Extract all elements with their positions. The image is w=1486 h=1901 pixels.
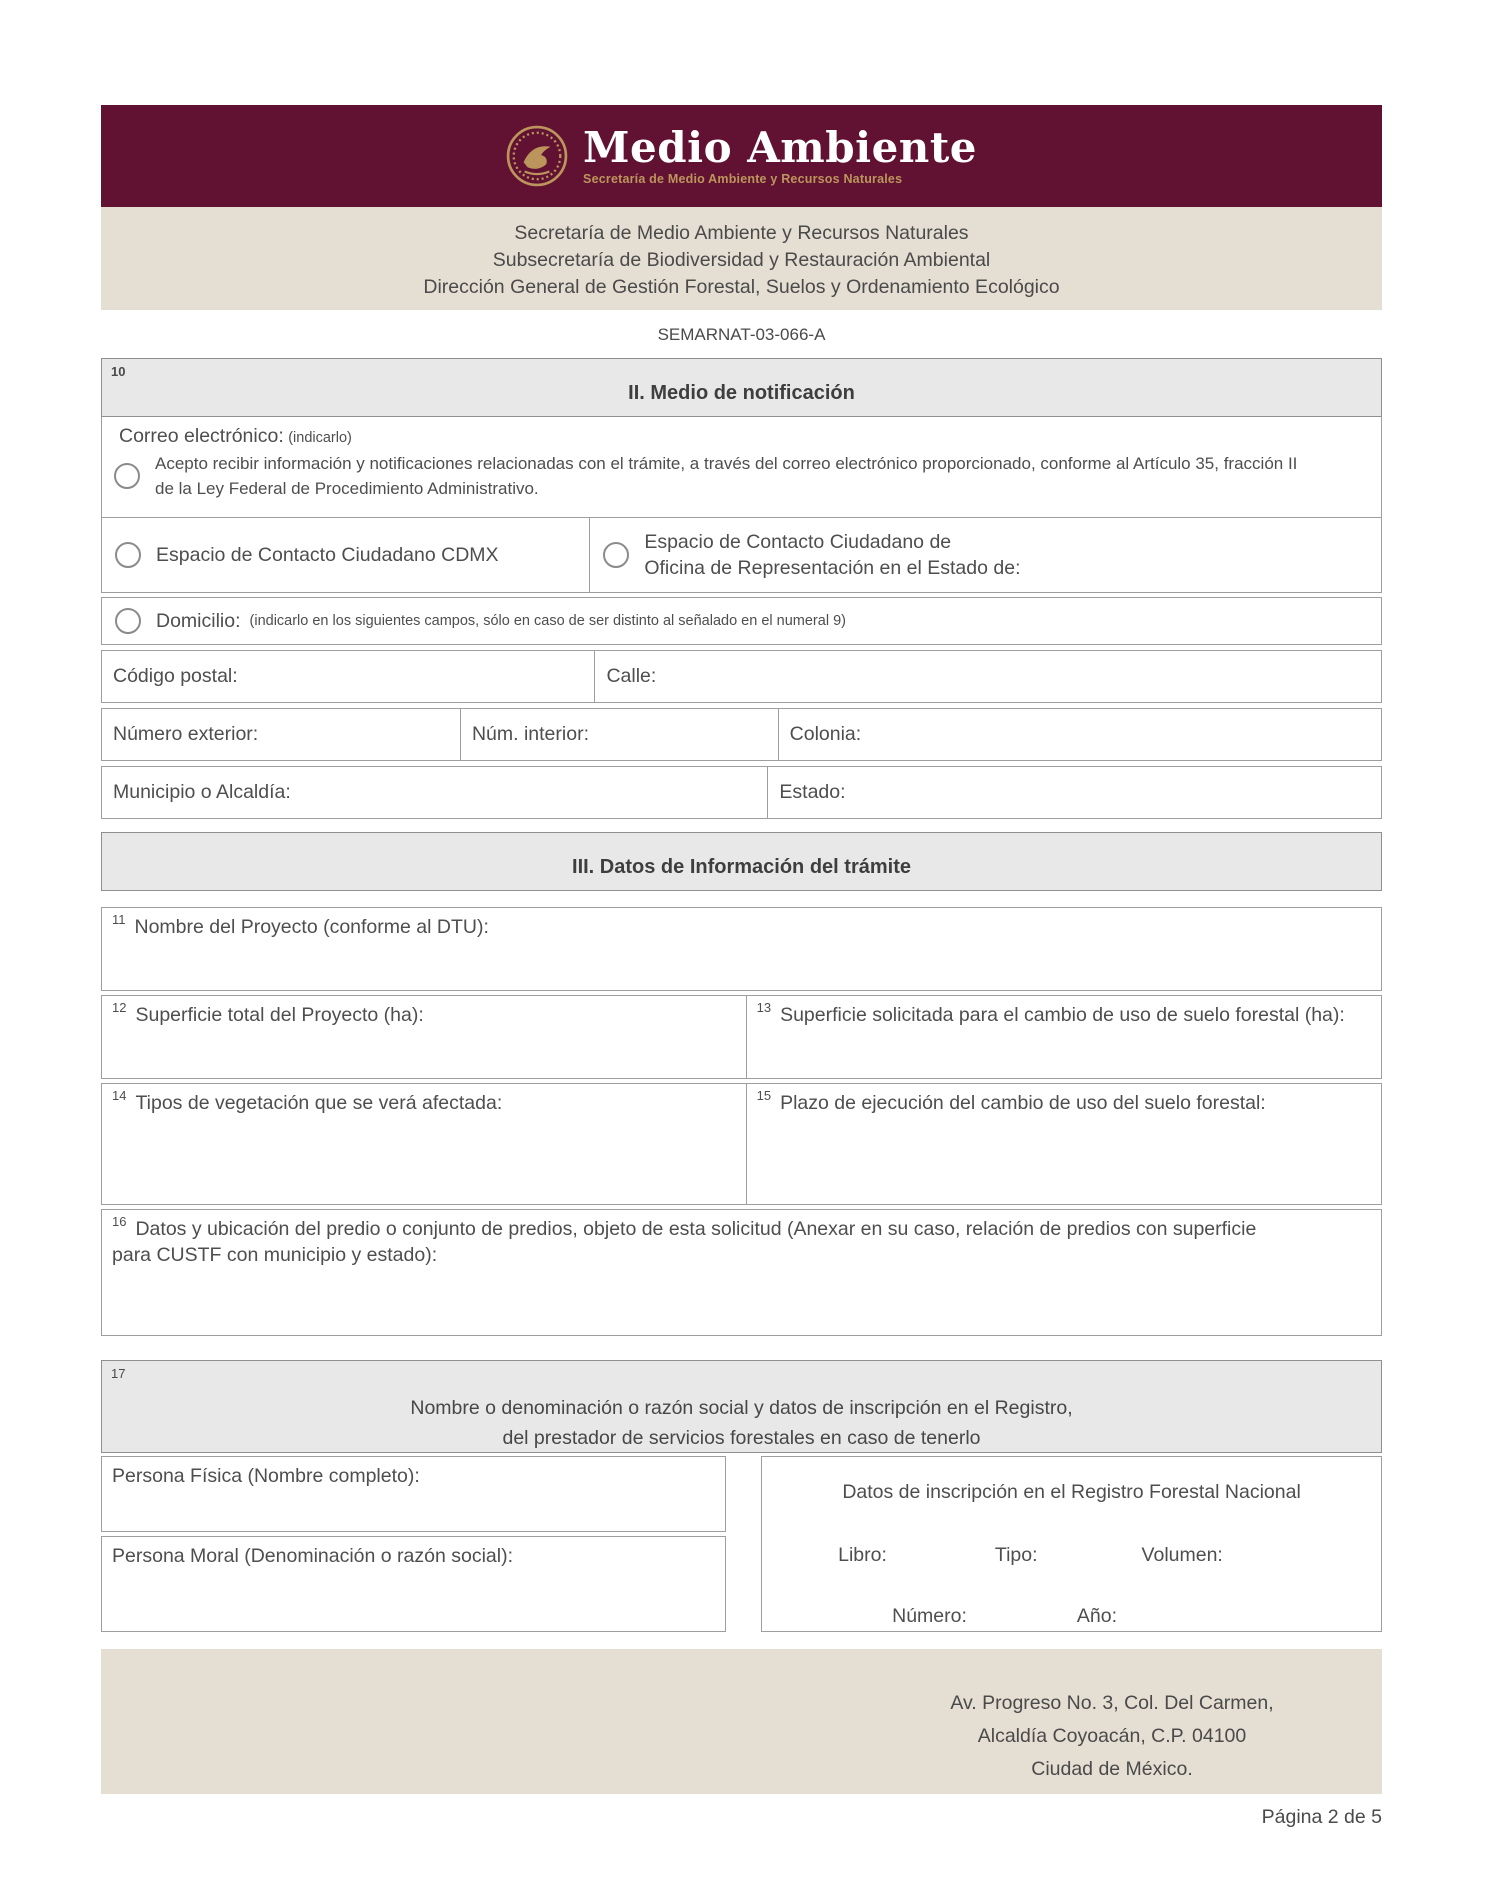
- column-spacer: [726, 1456, 761, 1632]
- dependency-line: Dirección General de Gestión Forestal, Suelos y Ordenamiento Ecológico: [423, 276, 1060, 298]
- volumen-label: Volumen:: [1141, 1544, 1223, 1566]
- header-banner: [101, 105, 1382, 207]
- field-number-15: 15: [756, 1088, 772, 1103]
- registro-row-1: [762, 1544, 1381, 1567]
- radio-contacto-cdmx[interactable]: [115, 542, 141, 568]
- codigo-postal-field[interactable]: [101, 650, 595, 703]
- contacto-options-row: [101, 517, 1382, 593]
- superficie-total-field[interactable]: [101, 995, 747, 1079]
- form-code: SEMARNAT-03-066-A: [657, 325, 826, 344]
- field-number-10: 10: [111, 364, 126, 379]
- section-iii-header: [101, 832, 1382, 891]
- calle-label: Calle:: [606, 665, 657, 687]
- registro-forestal-field[interactable]: [761, 1456, 1382, 1632]
- numero-label: Número:: [892, 1605, 967, 1627]
- email-label-row: [119, 425, 1369, 448]
- address-row-3: [101, 766, 1382, 819]
- persona-moral-field[interactable]: [101, 1536, 726, 1632]
- contacto-cdmx-label: Espacio de Contacto Ciudadano CDMX: [156, 543, 499, 566]
- tipo-label: Tipo:: [994, 1544, 1038, 1566]
- radio-accept-email[interactable]: [114, 463, 140, 489]
- municipio-field[interactable]: [101, 766, 768, 819]
- plazo-ejecucion-field[interactable]: [747, 1083, 1382, 1205]
- num-interior-field[interactable]: [461, 708, 779, 761]
- nombre-proyecto-label: Nombre del Proyecto (conforme al DTU):: [134, 916, 489, 938]
- colonia-field[interactable]: [779, 708, 1382, 761]
- section-ii-title: II. Medio de notificación: [628, 382, 855, 404]
- tipos-vegetacion-field[interactable]: [101, 1083, 747, 1205]
- address-row-2: [101, 708, 1382, 761]
- field-number-14: 14: [112, 1088, 127, 1103]
- field-number-17: 17: [111, 1366, 126, 1381]
- municipio-label: Municipio o Alcaldía:: [113, 781, 291, 803]
- field-number-16: 16: [112, 1214, 127, 1229]
- superficie-solicitada-field[interactable]: [747, 995, 1382, 1079]
- page-content: [101, 0, 1382, 1829]
- libro-label: Libro:: [838, 1544, 887, 1566]
- section-17-title-line-2: del prestador de servicios forestales en caso de tenerlo: [502, 1427, 981, 1449]
- contacto-estado-line-1: Espacio de Contacto Ciudadano de: [644, 531, 952, 553]
- field-number-11: 11: [112, 912, 126, 927]
- fields-14-15-row: [101, 1083, 1382, 1205]
- option-contacto-estado: [590, 517, 1382, 593]
- email-hint: (indicarlo): [288, 430, 352, 446]
- superficie-solicitada-label: Superficie solicitada para el cambio de uso de suelo forestal (ha):: [780, 1004, 1345, 1026]
- section-iii-title: III. Datos de Información del trámite: [572, 856, 911, 878]
- calle-field[interactable]: [595, 650, 1382, 703]
- section-17-title: [102, 1361, 1381, 1453]
- accept-notifications-option: [114, 451, 1369, 501]
- footer-address-line: Alcaldía Coyoacán, C.P. 04100: [977, 1725, 1247, 1747]
- persona-column: [101, 1456, 726, 1632]
- superficie-total-label: Superficie total del Proyecto (ha):: [135, 1004, 424, 1026]
- option-domicilio: [101, 597, 1382, 645]
- footer-address: [932, 1649, 1292, 1786]
- radio-contacto-estado[interactable]: [603, 542, 629, 568]
- address-row-1: [101, 650, 1382, 703]
- persona-fisica-field[interactable]: [101, 1456, 726, 1532]
- persona-moral-label: Persona Moral (Denominación o razón social):: [112, 1545, 514, 1567]
- datos-predio-line-1: Datos y ubicación del predio o conjunto de predios, objeto de esta solicitud (Anexar en su caso, relación de predios con superficie: [135, 1218, 1257, 1240]
- eagle-seal-icon: [506, 125, 568, 187]
- email-label: Correo electrónico:: [119, 425, 284, 447]
- colonia-label: Colonia:: [789, 723, 862, 745]
- radio-domicilio[interactable]: [115, 608, 141, 634]
- footer-address-line: Av. Progreso No. 3, Col. Del Carmen,: [950, 1692, 1274, 1714]
- domicilio-label: Domicilio:: [156, 609, 241, 632]
- accept-notifications-text: [155, 451, 1297, 501]
- numero-exterior-field[interactable]: [101, 708, 461, 761]
- dependency-band: [101, 207, 1382, 310]
- numero-exterior-label: Número exterior:: [113, 723, 259, 745]
- contacto-estado-label: [644, 529, 1020, 581]
- logo-title: Medio Ambiente: [583, 122, 977, 172]
- registro-column: [761, 1456, 1382, 1632]
- estado-label: Estado:: [779, 781, 846, 803]
- plazo-ejecucion-label: Plazo de ejecución del cambio de uso del suelo forestal:: [780, 1092, 1266, 1114]
- section-17-title-line-1: Nombre o denominación o razón social y datos de inscripción en el Registro,: [410, 1397, 1073, 1419]
- field-number-12: 12: [112, 1000, 127, 1015]
- datos-predio-field[interactable]: [101, 1209, 1382, 1336]
- gobierno-logo: [506, 122, 977, 187]
- footer-band: [101, 1649, 1382, 1794]
- registro-row-2: [762, 1605, 1381, 1628]
- section-17-body: [101, 1456, 1382, 1632]
- datos-predio-line-2: para CUSTF con municipio y estado):: [112, 1244, 438, 1266]
- field-number-13: 13: [756, 1000, 772, 1015]
- estado-field[interactable]: [768, 766, 1382, 819]
- contacto-estado-line-2: Oficina de Representación en el Estado de:: [644, 557, 1021, 579]
- footer-address-line: Ciudad de México.: [1031, 1758, 1193, 1780]
- page-number: Página 2 de 5: [1261, 1806, 1382, 1828]
- accept-line-2: de la Ley Federal de Procedimiento Administrativo.: [155, 479, 539, 498]
- anio-label: Año:: [1076, 1605, 1118, 1627]
- tipos-vegetacion-label: Tipos de vegetación que se verá afectada:: [135, 1092, 503, 1114]
- nombre-proyecto-field[interactable]: [101, 907, 1382, 991]
- accept-line-1: Acepto recibir información y notificaciones relacionadas con el trámite, a través del correo electrónico proporcionado, conforme al Artículo 35, fracción II: [155, 454, 1298, 473]
- registro-title: Datos de inscripción en el Registro Forestal Nacional: [842, 1481, 1301, 1503]
- domicilio-hint: (indicarlo en los siguientes campos, sólo en caso de ser distinto al señalado en el numeral 9): [249, 613, 846, 629]
- dependency-line: Subsecretaría de Biodiversidad y Restauración Ambiental: [492, 249, 991, 271]
- logo-subtitle: Secretaría de Medio Ambiente y Recursos Naturales: [583, 172, 903, 187]
- option-contacto-cdmx: [101, 517, 590, 593]
- persona-fisica-label: Persona Física (Nombre completo):: [112, 1465, 420, 1487]
- section-ii-header: [101, 358, 1382, 417]
- num-interior-label: Núm. interior:: [471, 723, 589, 745]
- section-17-header: [101, 1360, 1382, 1453]
- logo-text-block: [583, 122, 977, 187]
- fields-12-13-row: [101, 995, 1382, 1079]
- codigo-postal-label: Código postal:: [113, 665, 238, 687]
- dependency-line: Secretaría de Medio Ambiente y Recursos Naturales: [514, 222, 969, 244]
- email-field[interactable]: [101, 416, 1382, 518]
